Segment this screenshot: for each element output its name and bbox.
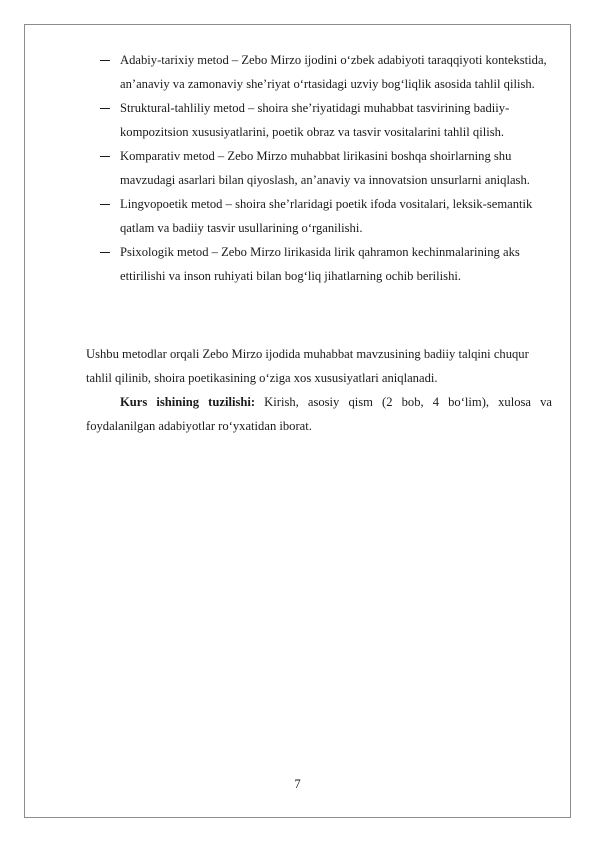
structure-label: Kurs ishining tuzilishi: xyxy=(120,395,256,409)
method-text: Komparativ metod – Zebo Mirzo muhabbat lirikasini boshqa shoirlarning shu mavzudagi asarlari bilan qiyoslash, an’anaviy va innovatsion unsurlarni aniqlash. xyxy=(120,149,530,187)
page-number: 7 xyxy=(294,777,301,791)
method-text: Struktural-tahliliy metod – shoira she’riyatidagi muhabbat tasvirining badiiy-kompozitsion xususiyatlarini, poetik obraz va tasvir vositalarini tahlil qilish. xyxy=(120,101,510,139)
dash-bullet-icon xyxy=(100,108,110,109)
methods-list xyxy=(100,48,552,288)
dash-bullet-icon xyxy=(100,252,110,253)
method-item-structural xyxy=(100,96,552,144)
structure-text: Kirish, asosiy qism (2 bob, 4 bo‘lim), xulosa va foydalanilgan adabiyotlar ro‘yxatidan iborat. xyxy=(86,395,552,433)
summary-paragraph: Ushbu metodlar orqali Zebo Mirzo ijodida muhabbat mavzusining badiiy talqini chuqur tahlil qilinib, shoira poetikasining o‘ziga xos xususiyatlari aniqlanadi. xyxy=(86,347,529,385)
method-text: Psixologik metod – Zebo Mirzo lirikasida lirik qahramon kechinmalarining aks ettirilishi va inson ruhiyati bilan bog‘liq jihatlarning ochib berilishi. xyxy=(120,245,520,283)
method-item-linguopoetic xyxy=(100,192,552,240)
method-item-comparative xyxy=(100,144,552,192)
dash-bullet-icon xyxy=(100,60,110,61)
method-item-psychological xyxy=(100,240,552,288)
dash-bullet-icon xyxy=(100,204,110,205)
method-text: Adabiy-tarixiy metod – Zebo Mirzo ijodini o‘zbek adabiyoti taraqqiyoti kontekstida, an’anaviy va zamonaviy she’riyat o‘rtasidagi uzviy bog‘liqlik asosida tahlil qilish. xyxy=(120,53,547,91)
structure-paragraph xyxy=(86,390,552,438)
dash-bullet-icon xyxy=(100,156,110,157)
method-text: Lingvopoetik metod – shoira she’rlaridagi poetik ifoda vositalari, leksik-semantik qatlam va badiiy tasvir usullarining o‘rganilishi. xyxy=(120,197,533,235)
method-item-literary-historical xyxy=(100,48,552,96)
